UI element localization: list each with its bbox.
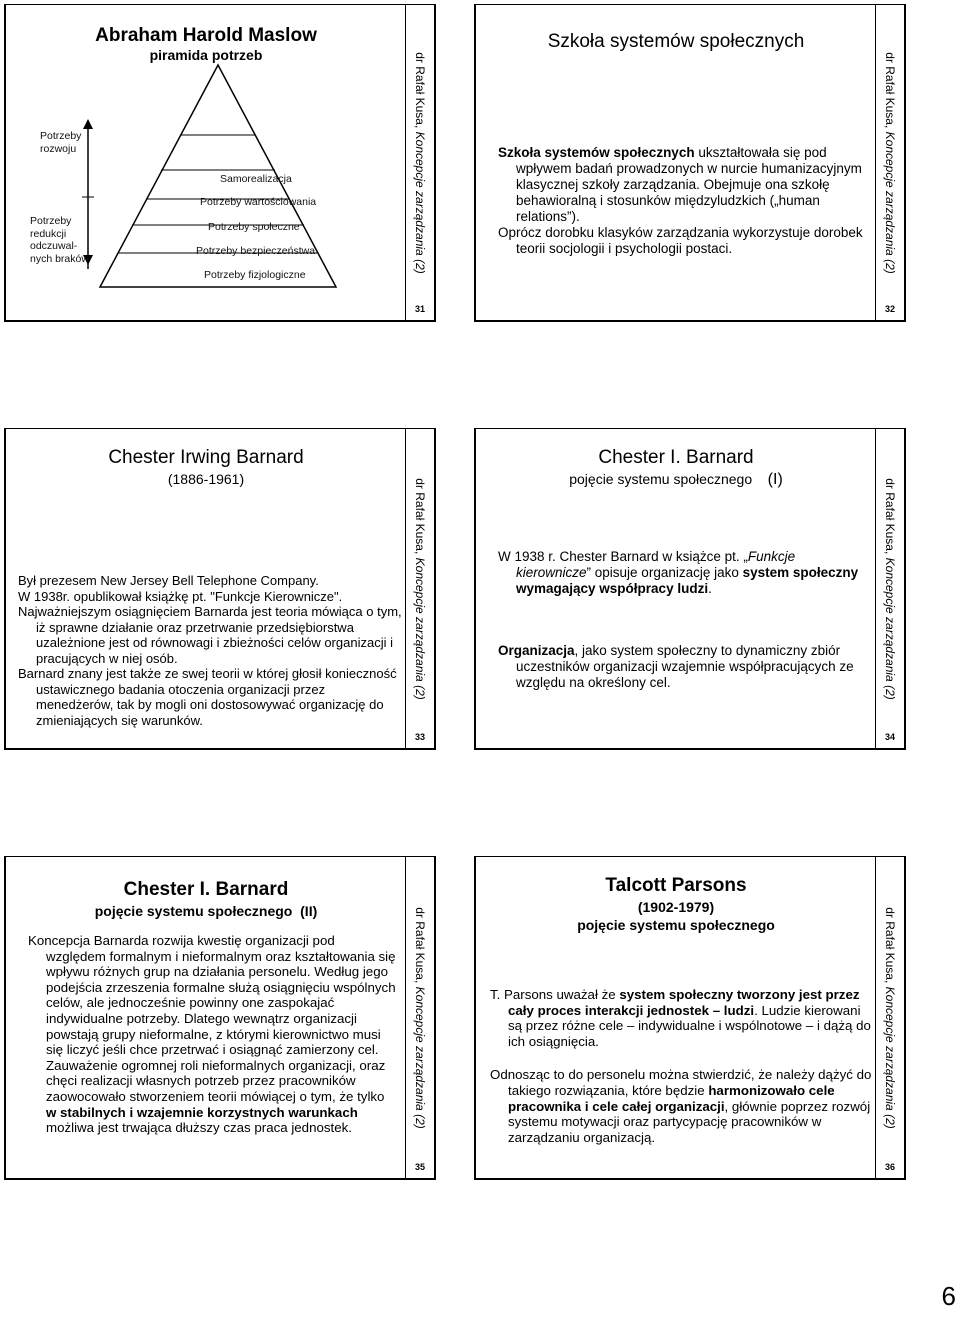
slide-36 — [474, 856, 906, 1180]
slide-side-strip — [405, 5, 436, 320]
slide-side-strip — [875, 857, 906, 1178]
slide-subtitle-secondary: pojęcie systemu społecznego — [577, 917, 775, 933]
slide-number: 31 — [414, 304, 425, 314]
slide-subtitle: pojęcie systemu społecznego (I) — [569, 471, 783, 488]
pyramid-level-label: Potrzeby społeczne — [208, 221, 300, 233]
slide-title: Chester I. Barnard — [598, 447, 754, 468]
slide-number: 33 — [414, 732, 425, 742]
slide-title: Szkoła systemów społecznych — [547, 31, 805, 52]
slide-body: Szkoła systemów społecznych ukształtowała się pod wpływem badań prowadzonych w nurcie humanizacyjnym klasycznej szkoły zarządzania. Obejmuje ona szkołę behawioralną i stosunków międzyludzkich („human relations”). Oprócz dorobku klasyków zarządzania wykorzystuje dorobek teorii socjologii i psychologii postaci. — [498, 145, 863, 256]
slide-side-strip — [875, 429, 906, 748]
slide-body: Był prezesem New Jersey Bell Telephone Company. W 1938r. opublikował książkę pt. "Funkcje Kierownicze". Najważniejszym osiągnięciem Barnarda jest teoria mówiąca o tym, iż sprawne działanie oraz przetrwanie przedsiębiorstwa uzależnione jest od równowagi i zbieżności celów organizacji i pracujących w niej osób. Barnard znany jest także ze swej teorii w której głosił konieczność ustawicznego badania otoczenia organizacji przez menedżerów, tak by mogli oni dostosowywać organizację do zmieniających się warunków. — [18, 573, 402, 728]
slide-body: Koncepcja Barnarda rozwija kwestię organizacji pod względem formalnym i nieformalnym oraz kształtowania się wpływu różnych grup na działania personelu. Według jego podejścia zrzeszenia formalne służą osiągnięciu wspólnych celów, ale jednocześnie powinny one zaspokajać indywidualne potrzeby. Dlatego wewnątrz organizacji powstają grupy nieformalne, z którymi kierownictwo musi się liczyć jeśli chce przetrwać i osiągnąć zamierzony cel. Zauważenie ogromnej roli nieformalnych organizacji, oraz chęci realizacji własnych potrzeb przez pracowników zaowocowało stworzeniem teorii mówiącej o tym, że tylko w stabilnych i wzajemnie korzystnych warunkach możliwa jest trwająca dłuższy czas praca jednostek. — [28, 933, 396, 1136]
slide-33 — [4, 428, 436, 750]
slide-side-strip — [875, 5, 906, 320]
pyramid-level-label: Potrzeby bezpieczeństwa — [196, 245, 316, 257]
slide-32 — [474, 4, 906, 322]
slide-34 — [474, 428, 906, 750]
slide-number: 35 — [414, 1162, 425, 1172]
slide-number: 34 — [884, 732, 895, 742]
slide-subtitle: (1886-1961) — [167, 471, 245, 487]
author-caption: dr Rafał Kusa, Koncepcje zarządzania (2) — [883, 906, 897, 1129]
slide-subtitle: pojęcie systemu społecznego (II) — [94, 903, 318, 919]
deficiency-needs-label: Potrzeby redukcji odczuwal- nych braków — [30, 215, 89, 265]
author-caption: dr Rafał Kusa, Koncepcje zarządzania (2) — [413, 51, 427, 274]
pyramid-level-label: Samorealizacja — [220, 173, 292, 185]
author-caption: dr Rafał Kusa, Koncepcje zarządzania (2) — [413, 477, 427, 700]
slide-subtitle: piramida potrzeb — [149, 47, 263, 63]
slide-title: Chester Irwing Barnard — [108, 447, 304, 468]
slide-35 — [4, 856, 436, 1180]
slide-title: Chester I. Barnard — [123, 879, 289, 900]
author-caption: dr Rafał Kusa, Koncepcje zarządzania (2) — [883, 51, 897, 274]
slide-body: T. Parsons uważał że system społeczny tworzony jest przez cały proces interakcji jednostek – ludzi. Ludzie kierowani są przez różne cele – indywidualne i wspólnotowe – i dążą do ich osiągnięcia. Odnosząc to do personelu można stwierdzić, że należy dążyć do takiego rozwiązania, które będzie harmonizowało cele pracownika i cele całej organizacji, głównie poprzez rozwój systemu motywacji oraz partycypację pracowników w zarządzaniu organizacją. — [490, 987, 872, 1145]
author-caption: dr Rafał Kusa, Koncepcje zarządzania (2) — [883, 477, 897, 700]
slide-title: Talcott Parsons — [605, 875, 747, 896]
author-caption: dr Rafał Kusa, Koncepcje zarządzania (2) — [413, 906, 427, 1129]
slide-number: 32 — [884, 304, 895, 314]
slide-31 — [4, 4, 436, 322]
slide-number: 36 — [884, 1162, 895, 1172]
pyramid-level-label: Potrzeby wartościowania — [200, 196, 317, 208]
growth-needs-label: Potrzeby rozwoju — [40, 130, 82, 155]
slide-subtitle: (1902-1979) — [637, 899, 715, 915]
pyramid-level-label: Potrzeby fizjologiczne — [204, 269, 306, 281]
slide-side-strip — [405, 857, 436, 1178]
slide-title: Abraham Harold Maslow — [95, 25, 317, 46]
slide-side-strip — [405, 429, 436, 748]
page-number: 6 — [941, 1281, 956, 1311]
slide-body: W 1938 r. Chester Barnard w książce pt. „Funkcje kierownicze” opisuje organizację jako system społeczny wymagający współpracy ludzi. Organizacja, jako system społeczny to dynamiczny zbiór uczestników organizacji wzajemnie współpracujących ze względu na określony cel. — [498, 549, 859, 690]
